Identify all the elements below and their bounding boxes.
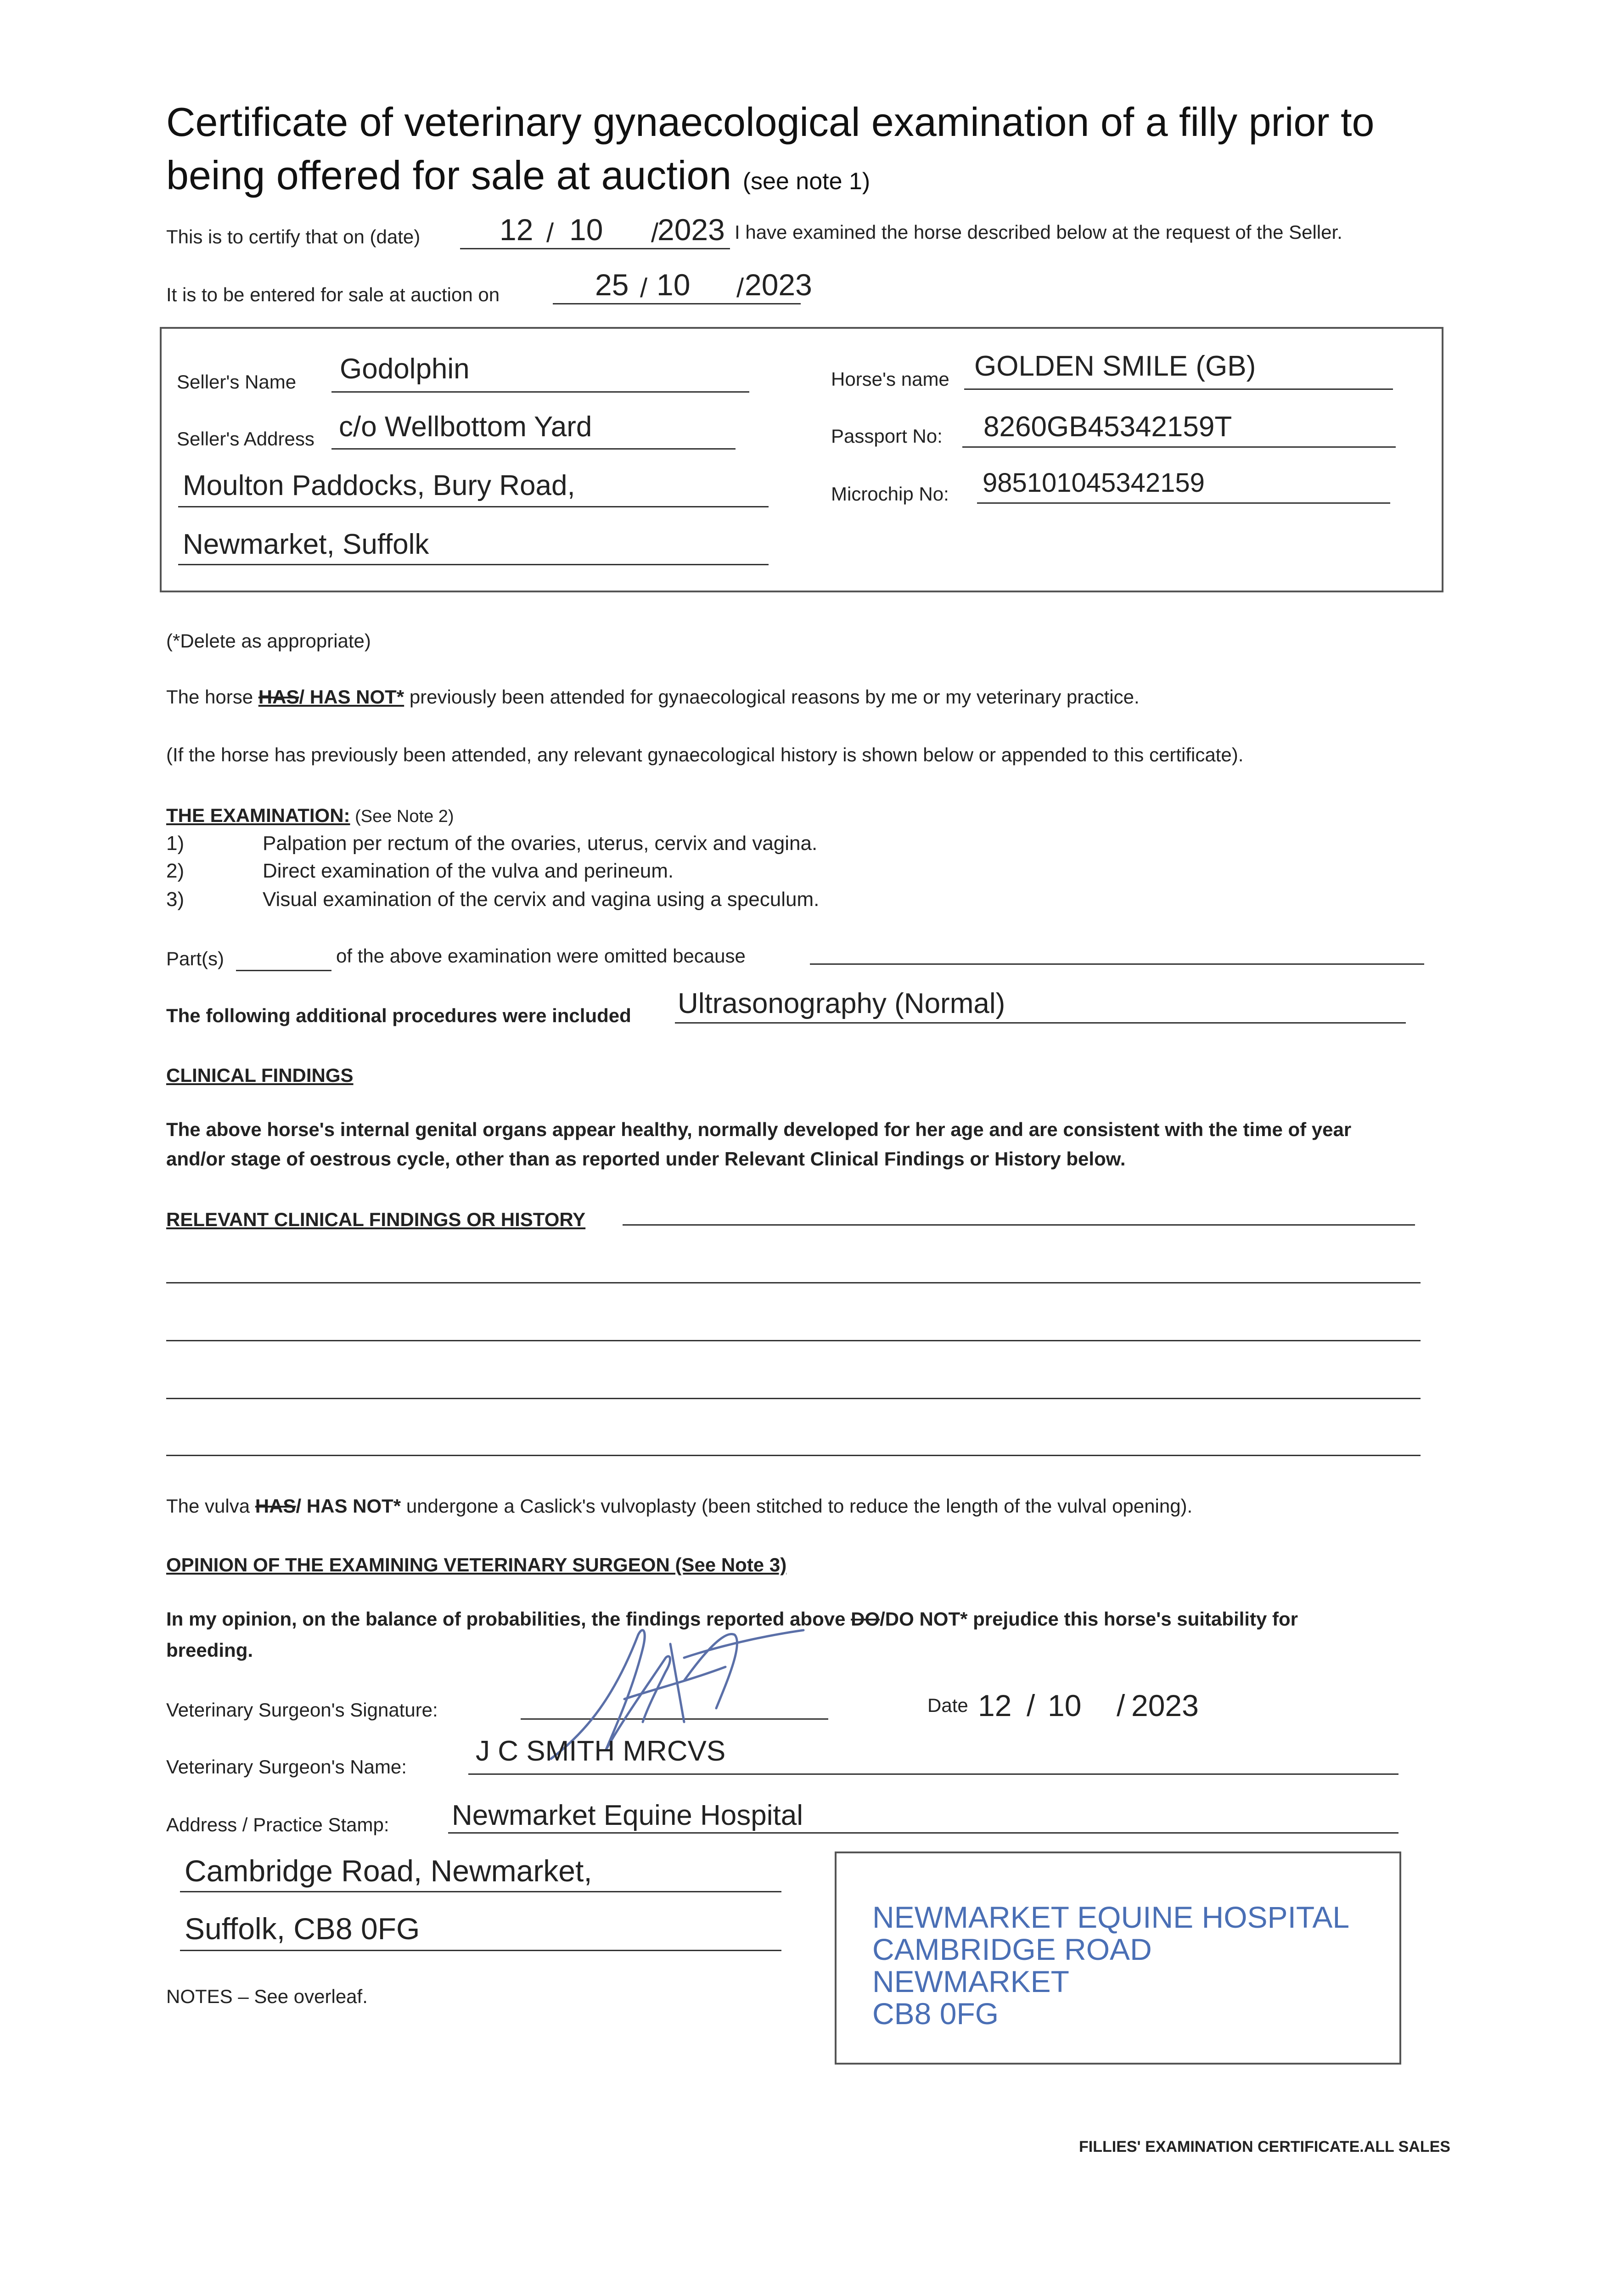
signature-day: 12: [978, 1688, 1012, 1722]
history-note: (If the horse has previously been attended, any relevant gynaecological history is shown below or appended to this certificate).: [166, 744, 1244, 765]
notes-overleaf: NOTES – See overleaf.: [166, 1986, 368, 2007]
auction-prefix: It is to be entered for sale at auction on: [166, 284, 500, 305]
examination-item-3-text: Visual examination of the cervix and vagina using a speculum.: [263, 888, 820, 911]
vet-name: J C SMITH MRCVS: [476, 1735, 726, 1767]
signature-date-label: Date: [927, 1694, 968, 1716]
certify-day: 12: [500, 213, 534, 247]
vulva-statement: [166, 1495, 1192, 1517]
microchip-label: Microchip No:: [831, 483, 949, 505]
stamp-line-3: NEWMARKET: [872, 1964, 1069, 1998]
certify-year: 2023: [657, 213, 725, 247]
delete-note: (*Delete as appropriate): [166, 630, 371, 652]
examination-item-1-text: Palpation per rectum of the ovaries, uterus, cervix and vagina.: [263, 832, 818, 855]
seller-address-line-2: Moulton Paddocks, Bury Road,: [183, 470, 575, 501]
additional-label: The following additional procedures were included: [166, 1005, 631, 1026]
auction-sep-1: /: [640, 273, 648, 303]
passport-line: [962, 446, 1396, 448]
vet-name-line: [468, 1773, 1398, 1775]
vet-address-line-1-rule: [448, 1832, 1398, 1834]
seller-address-line-3-rule: [178, 564, 769, 565]
seller-name-line: [331, 391, 749, 393]
stamp-line-4: CB8 0FG: [872, 1997, 999, 2031]
attended-suffix: previously been attended for gynaecological reasons by me or my veterinary practice.: [409, 686, 1140, 708]
seller-address-line-2-rule: [178, 506, 769, 507]
examination-item-1-num: 1): [166, 832, 185, 855]
vulva-choice: / HAS NOT*: [296, 1495, 401, 1517]
seller-address-line-3: Newmarket, Suffolk: [183, 529, 429, 560]
examination-item-3-num: 3): [166, 888, 185, 911]
certify-prefix: This is to certify that on (date): [166, 226, 421, 248]
clinical-heading: CLINICAL FINDINGS: [166, 1064, 354, 1086]
seller-name: Godolphin: [340, 353, 470, 385]
certify-sep-2: /: [651, 218, 659, 248]
vet-address-line-1: Newmarket Equine Hospital: [452, 1800, 803, 1831]
relevant-line-1: [166, 1282, 1421, 1283]
additional-value: Ultrasonography (Normal): [678, 988, 1005, 1019]
vet-name-label: Veterinary Surgeon's Name:: [166, 1756, 407, 1778]
attended-struck-option: HAS: [258, 686, 299, 708]
title-line-1: Certificate of veterinary gynaecological examination of a filly prior to: [166, 99, 1375, 145]
auction-year: 2023: [745, 268, 812, 302]
certificate-title: [166, 96, 1544, 208]
seller-name-label: Seller's Name: [177, 371, 297, 393]
clinical-text-line-2: and/or stage of oestrous cycle, other than as reported under Relevant Clinical Findings or History below.: [166, 1148, 1126, 1170]
omitted-prefix: Part(s): [166, 948, 224, 969]
signature-month: 10: [1048, 1688, 1082, 1722]
horse-name-label: Horse's name: [831, 368, 949, 390]
attended-prefix: The horse: [166, 686, 253, 708]
attended-statement: [166, 686, 1140, 708]
stamp-line-2: CAMBRIDGE ROAD: [872, 1932, 1152, 1966]
relevant-line-0: [623, 1224, 1415, 1226]
microchip-number: 985101045342159: [983, 468, 1205, 498]
certify-month: 10: [569, 213, 603, 247]
opinion-line-2: breeding.: [166, 1639, 253, 1661]
opinion-heading: OPINION OF THE EXAMINING VETERINARY SURGEON (See Note 3): [166, 1554, 787, 1576]
attended-choice: / HAS NOT*: [299, 686, 404, 708]
relevant-heading: RELEVANT CLINICAL FINDINGS OR HISTORY: [166, 1209, 586, 1230]
examination-item-2-text: Direct examination of the vulva and perineum.: [263, 860, 674, 882]
title-note: (see note 1): [742, 168, 870, 195]
stamp-line-1: NEWMARKET EQUINE HOSPITAL: [872, 1900, 1350, 1934]
opinion-struck-option: DO: [851, 1608, 880, 1630]
horse-name: GOLDEN SMILE (GB): [974, 350, 1256, 382]
certify-suffix: I have examined the horse described below at the request of the Seller.: [735, 221, 1342, 243]
signature-sep-2: /: [1117, 1688, 1125, 1722]
examination-heading-row: [166, 805, 454, 827]
vet-address-line-2-rule: [180, 1891, 781, 1892]
seller-address-line-1: c/o Wellbottom Yard: [339, 411, 592, 443]
auction-day: 25: [595, 268, 629, 302]
clinical-text-line-1: The above horse's internal genital organs appear healthy, normally developed for her age and are consistent with the time of year: [166, 1119, 1352, 1140]
opinion-prefix: In my opinion, on the balance of probabilities, the findings reported above: [166, 1608, 846, 1630]
omitted-reason-line: [810, 963, 1424, 965]
vulva-prefix: The vulva: [166, 1495, 250, 1517]
relevant-line-4: [166, 1455, 1421, 1456]
examination-heading: THE EXAMINATION:: [166, 805, 350, 826]
vet-address-line-3-rule: [180, 1950, 781, 1951]
omitted-middle: of the above examination were omitted because: [336, 945, 746, 967]
practice-stamp: [872, 1901, 1349, 2030]
vulva-struck-option: HAS: [255, 1495, 296, 1517]
opinion-suffix: /DO NOT* prejudice this horse's suitability for: [880, 1608, 1298, 1630]
footer-form-id: FILLIES' EXAMINATION CERTIFICATE.ALL SALES: [1079, 2138, 1450, 2155]
signature-year: 2023: [1131, 1688, 1199, 1722]
microchip-line: [977, 502, 1390, 504]
signature-sep-1: /: [1027, 1688, 1035, 1722]
horse-name-line: [964, 388, 1393, 390]
passport-label: Passport No:: [831, 425, 943, 447]
signature-label: Veterinary Surgeon's Signature:: [166, 1699, 438, 1721]
relevant-line-3: [166, 1398, 1421, 1399]
vet-address-line-3: Suffolk, CB8 0FG: [185, 1912, 420, 1946]
seller-address-label: Seller's Address: [177, 428, 314, 450]
vet-address-line-2: Cambridge Road, Newmarket,: [185, 1854, 592, 1888]
vet-address-label: Address / Practice Stamp:: [166, 1814, 389, 1835]
auction-date-line: [553, 303, 801, 304]
auction-sep-2: /: [736, 273, 744, 303]
additional-line: [675, 1022, 1406, 1024]
auction-month: 10: [657, 268, 691, 302]
vulva-suffix: undergone a Caslick's vulvoplasty (been stitched to reduce the length of the vulval opening).: [406, 1495, 1193, 1517]
examination-note: (See Note 2): [355, 807, 454, 826]
relevant-line-2: [166, 1340, 1421, 1341]
title-line-2: being offered for sale at auction: [166, 152, 732, 198]
passport-number: 8260GB45342159T: [983, 411, 1232, 443]
certify-date-line: [460, 248, 730, 249]
seller-address-line-1-rule: [331, 448, 736, 450]
omitted-parts-line: [236, 970, 331, 971]
certify-sep-1: /: [546, 218, 554, 248]
examination-item-2-num: 2): [166, 860, 185, 882]
